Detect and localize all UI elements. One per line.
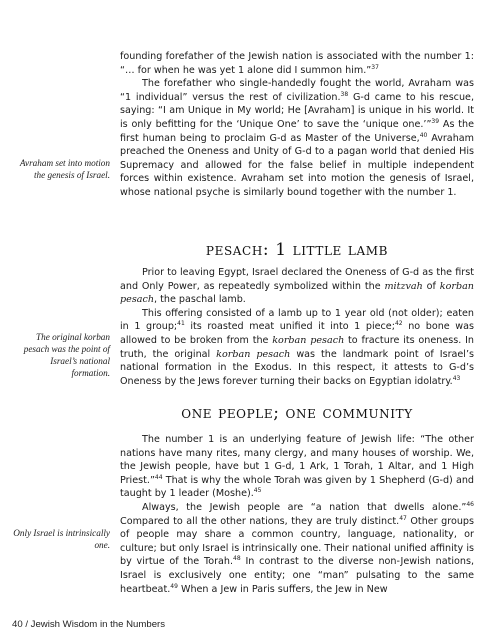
- footnote-ref: 44: [154, 473, 163, 481]
- footnote-ref: 37: [371, 63, 379, 71]
- paragraph: [120, 50, 474, 77]
- italic-term: mitzvah: [384, 280, 423, 292]
- footnote-ref: 38: [340, 90, 349, 98]
- text-run: Always, the Jewish people are “a nation that dwells alone.”: [142, 501, 467, 513]
- body-text-block-1: [120, 50, 474, 200]
- footnote-ref: 47: [399, 514, 407, 522]
- text-run: As the first human being to proclaim G-d as Master of the Universe,: [120, 118, 474, 144]
- footnote-ref: 41: [177, 320, 185, 328]
- page-footer: 40 / Jewish Wisdom in the Numbers: [12, 619, 166, 630]
- text-run: , the paschal lamb.: [154, 294, 246, 306]
- italic-term: korban pesach: [216, 348, 291, 360]
- text-run: In contrast to the diverse non-Jewish nations, Israel is exclusively one entity; one “man” pulsating to the same heartbeat.: [120, 556, 474, 595]
- text-run: to fracture its oneness. In truth, the original: [120, 334, 474, 360]
- text-run: was the landmark point of Israel’s national formation in the Exodus. In this respect, it attests to G-d’s Oneness by the Jews forever turning their backs on Egyptian idolatry.: [120, 348, 475, 387]
- text-run: Compared to all the other nations, they are truly distinct.: [120, 515, 400, 527]
- footnote-ref: 45: [253, 487, 262, 495]
- body-text-block-2: [120, 266, 474, 388]
- text-run: The forefather who single-handedly fought the world, Avraham was “1 individual” versus the rest of civilization.: [120, 78, 474, 103]
- margin-note-korban-pesach: The original korban pesach was the point of Israel’s national formation.: [23, 332, 110, 378]
- section-heading-pesach: pesach: 1 little lamb: [205, 240, 389, 260]
- text-run: G-d came to his rescue, saying: “I am Unique in My world; He [Avraham] is unique in his world. It is only befitting for the ‘Unique One’ to save the ‘unique one.’”: [120, 91, 474, 130]
- paragraph: [120, 501, 474, 596]
- text-run: of: [422, 280, 440, 292]
- footnote-ref: 49: [170, 582, 178, 590]
- text-run: Prior to leaving Egypt, Israel declared the Oneness of G-d as the first and Only Power, as repeatedly symbolized within the: [120, 267, 474, 292]
- italic-term: korban pesach: [272, 334, 345, 346]
- text-run: no bone was allowed to be broken from the: [120, 321, 475, 346]
- footnote-ref: 48: [233, 555, 241, 563]
- text-run: That is why the whole Torah was given by 1 Shepherd (G-d) and taught by 1 leader (Moshe).: [120, 474, 474, 500]
- text-run: its roasted meat unified it into 1 piece;: [184, 321, 395, 333]
- text-run: When a Jew in Paris suffers, the Jew in New: [177, 583, 388, 595]
- footnote-ref: 39: [431, 117, 440, 125]
- footnote-ref: 46: [466, 500, 474, 508]
- paragraph: [120, 266, 474, 307]
- text-run: Avraham preached the Oneness and Unity of G-d to a pagan world that denied His Supremacy and allowed for the false belief in multiple independent forces within existence. Avraham set into motion the genesis of Israel, whose national psyche is similarly bound together with the number 1.: [120, 132, 474, 198]
- text-run: The number 1 is an underlying feature of Jewish life: “The other nations have many rites, many clergy, and many houses of worship. We, the Jewish people, have but 1 G-d, 1 Ark, 1 Torah, 1 Altar, and 1 High Priest.”: [120, 434, 474, 486]
- footnote-ref: 42: [394, 320, 403, 328]
- paragraph: [120, 77, 474, 199]
- footnote-ref: 43: [452, 374, 461, 382]
- paragraph: [120, 433, 474, 501]
- section-heading-one-people: one people; one community: [181, 403, 413, 423]
- text-run: This offering consisted of a lamb up to 1 year old (not older); eaten in 1 group;: [120, 307, 474, 333]
- paragraph: [120, 307, 474, 389]
- footnote-ref: 40: [419, 131, 428, 139]
- margin-note-israel-one: Only Israel is intrinsically one.: [13, 528, 110, 550]
- italic-term: korban pesach: [120, 280, 474, 306]
- margin-note-avraham: Avraham set into motion the genesis of Israel.: [19, 158, 110, 180]
- text-run: Other groups of people may share a common country, language, nationality, or culture; but only Israel is intrinsically one. Their national unified affinity is by virtue of the Torah.: [120, 515, 474, 568]
- body-text-block-3: [120, 433, 474, 596]
- text-run: founding forefather of the Jewish nation is associated with the number 1: “… for when he was yet 1 alone did I summon him.”: [120, 51, 474, 76]
